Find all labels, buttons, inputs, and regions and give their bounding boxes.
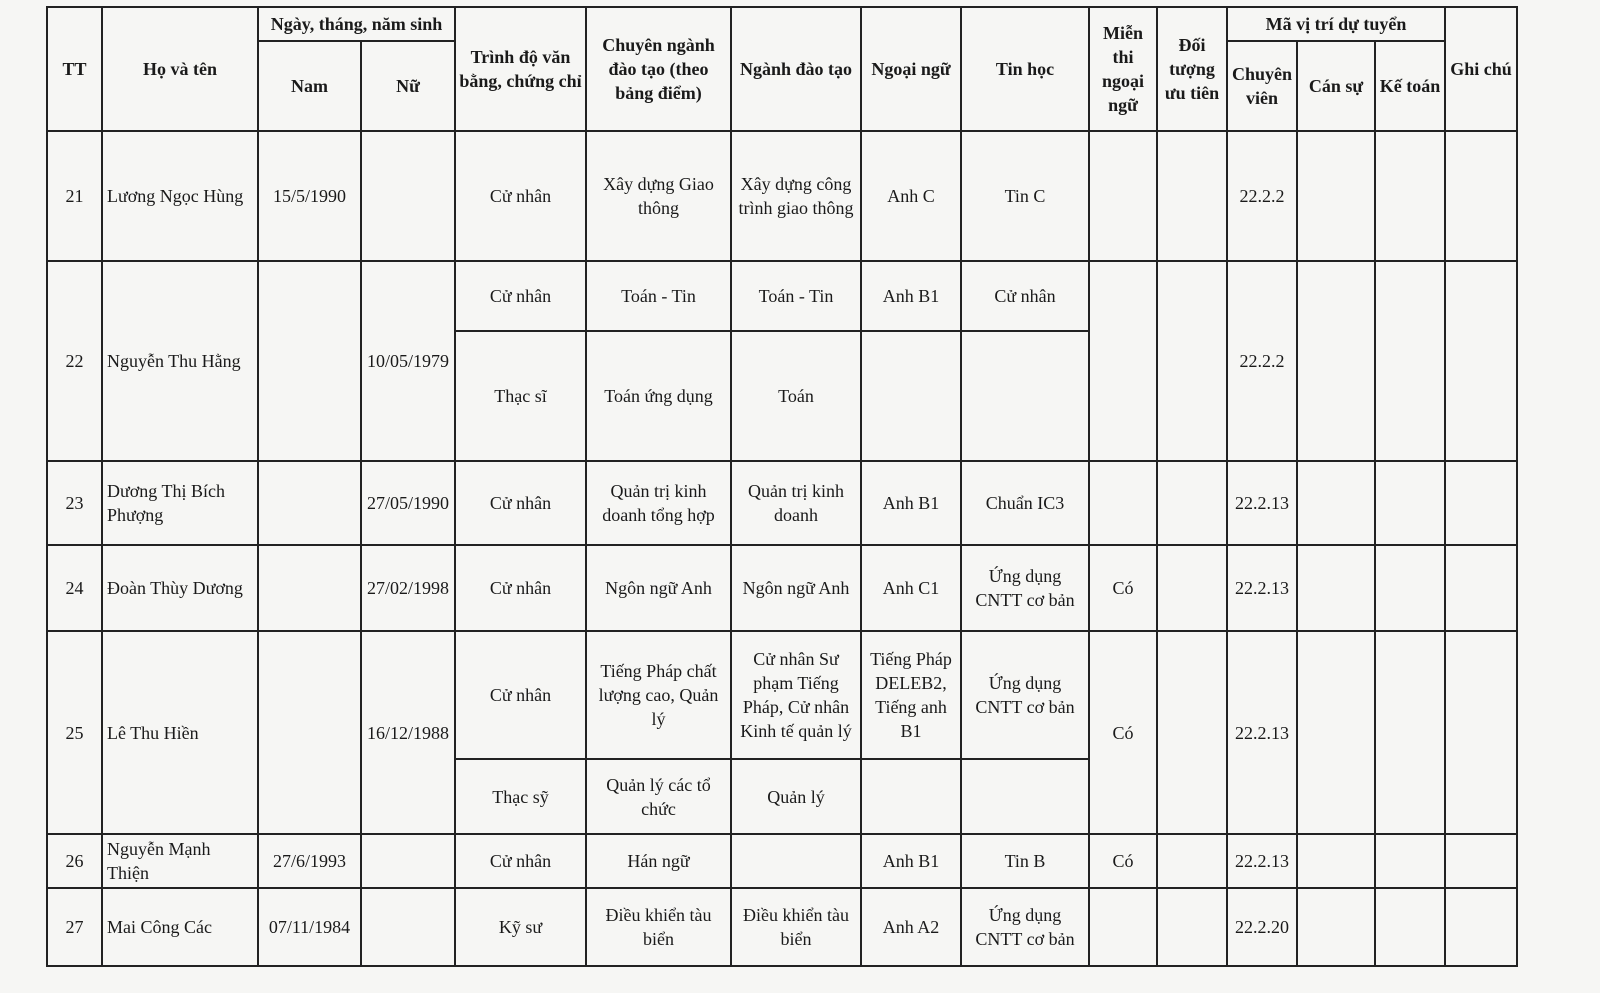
header-ngay-sinh: Ngày, tháng, năm sinh — [258, 7, 455, 41]
cell-tin-hoc: Cử nhân — [961, 261, 1089, 331]
header-ho-ten: Họ và tên — [102, 7, 258, 131]
cell-chuyen-vien: 22.2.13 — [1227, 631, 1297, 834]
cell-trinh-do: Thạc sỹ — [455, 759, 586, 834]
table-row — [47, 461, 1517, 545]
cell-can-su — [1297, 261, 1375, 461]
cell-dob-female — [361, 888, 455, 966]
header-tin-hoc: Tin học — [961, 7, 1089, 131]
cell-ke-toan — [1375, 461, 1445, 545]
cell-tin-hoc: Ứng dụng CNTT cơ bản — [961, 631, 1089, 759]
cell-dob-male: 27/6/1993 — [258, 834, 361, 888]
cell-nganh: Xây dựng công trình giao thông — [731, 131, 861, 261]
cell-ngoai-ngu: Anh B1 — [861, 461, 961, 545]
cell-chuyen-nganh: Toán ứng dụng — [586, 331, 731, 461]
cell-ghi-chu — [1445, 888, 1517, 966]
cell-nganh — [731, 834, 861, 888]
cell-tin-hoc: Chuẩn IC3 — [961, 461, 1089, 545]
table-row — [47, 631, 1517, 759]
cell-can-su — [1297, 461, 1375, 545]
cell-trinh-do: Cử nhân — [455, 131, 586, 261]
cell-dob-male — [258, 261, 361, 461]
cell-dob-male — [258, 545, 361, 631]
cell-ngoai-ngu: Anh C — [861, 131, 961, 261]
cell-dob-female — [361, 834, 455, 888]
cell-mien-thi — [1089, 261, 1157, 461]
cell-doi-tuong — [1157, 461, 1227, 545]
cell-chuyen-nganh: Điều khiển tàu biển — [586, 888, 731, 966]
cell-nganh: Toán - Tin — [731, 261, 861, 331]
header-chuyen-nganh: Chuyên ngành đào tạo (theo bảng điểm) — [586, 7, 731, 131]
header-ngoai-ngu: Ngoại ngữ — [861, 7, 961, 131]
cell-doi-tuong — [1157, 631, 1227, 834]
cell-name: Lê Thu Hiền — [102, 631, 258, 834]
cell-chuyen-nganh: Hán ngữ — [586, 834, 731, 888]
cell-dob-female: 27/05/1990 — [361, 461, 455, 545]
cell-can-su — [1297, 545, 1375, 631]
cell-dob-male — [258, 631, 361, 834]
cell-name: Nguyễn Mạnh Thiện — [102, 834, 258, 888]
cell-ngoai-ngu — [861, 759, 961, 834]
cell-doi-tuong — [1157, 834, 1227, 888]
cell-dob-male — [258, 461, 361, 545]
cell-name: Dương Thị Bích Phượng — [102, 461, 258, 545]
cell-dob-female: 16/12/1988 — [361, 631, 455, 834]
cell-dob-female: 27/02/1998 — [361, 545, 455, 631]
cell-name: Mai Công Các — [102, 888, 258, 966]
cell-chuyen-vien: 22.2.13 — [1227, 834, 1297, 888]
cell-ngoai-ngu: Tiếng Pháp DELEB2, Tiếng anh B1 — [861, 631, 961, 759]
cell-trinh-do: Cử nhân — [455, 834, 586, 888]
cell-nganh: Cử nhân Sư phạm Tiếng Pháp, Cử nhân Kinh tế quản lý — [731, 631, 861, 759]
cell-doi-tuong — [1157, 545, 1227, 631]
cell-chuyen-nganh: Tiếng Pháp chất lượng cao, Quản lý — [586, 631, 731, 759]
cell-chuyen-nganh: Quản lý các tổ chức — [586, 759, 731, 834]
cell-trinh-do: Cử nhân — [455, 631, 586, 759]
cell-ghi-chu — [1445, 461, 1517, 545]
cell-tin-hoc: Ứng dụng CNTT cơ bản — [961, 888, 1089, 966]
cell-ngoai-ngu: Anh A2 — [861, 888, 961, 966]
table-header — [47, 7, 1517, 131]
cell-ke-toan — [1375, 131, 1445, 261]
candidate-table — [46, 6, 1518, 967]
cell-ghi-chu — [1445, 834, 1517, 888]
cell-tin-hoc — [961, 759, 1089, 834]
cell-trinh-do: Cử nhân — [455, 461, 586, 545]
table-row — [47, 261, 1517, 331]
cell-can-su — [1297, 131, 1375, 261]
table-row — [47, 834, 1517, 888]
header-ke-toan: Kế toán — [1375, 41, 1445, 131]
cell-doi-tuong — [1157, 261, 1227, 461]
header-trinh-do: Trình độ văn bằng, chứng chỉ — [455, 7, 586, 131]
cell-name: Đoàn Thùy Dương — [102, 545, 258, 631]
cell-dob-female: 10/05/1979 — [361, 261, 455, 461]
cell-chuyen-vien: 22.2.13 — [1227, 545, 1297, 631]
cell-nganh: Ngôn ngữ Anh — [731, 545, 861, 631]
cell-ghi-chu — [1445, 631, 1517, 834]
cell-tin-hoc: Ứng dụng CNTT cơ bản — [961, 545, 1089, 631]
cell-chuyen-vien: 22.2.20 — [1227, 888, 1297, 966]
cell-chuyen-vien: 22.2.2 — [1227, 131, 1297, 261]
cell-doi-tuong — [1157, 131, 1227, 261]
cell-ke-toan — [1375, 631, 1445, 834]
cell-chuyen-vien: 22.2.13 — [1227, 461, 1297, 545]
cell-trinh-do: Thạc sĩ — [455, 331, 586, 461]
header-ma-vi-tri: Mã vị trí dự tuyển — [1227, 7, 1445, 41]
cell-tt: 24 — [47, 545, 102, 631]
cell-dob-male: 07/11/1984 — [258, 888, 361, 966]
cell-chuyen-nganh: Xây dựng Giao thông — [586, 131, 731, 261]
cell-dob-female — [361, 131, 455, 261]
cell-ghi-chu — [1445, 545, 1517, 631]
cell-ngoai-ngu: Anh B1 — [861, 261, 961, 331]
cell-can-su — [1297, 834, 1375, 888]
cell-tt: 26 — [47, 834, 102, 888]
cell-tt: 21 — [47, 131, 102, 261]
cell-ke-toan — [1375, 261, 1445, 461]
cell-trinh-do: Cử nhân — [455, 545, 586, 631]
header-mien-thi: Miễn thi ngoại ngữ — [1089, 7, 1157, 131]
cell-trinh-do: Kỹ sư — [455, 888, 586, 966]
cell-tin-hoc: Tin B — [961, 834, 1089, 888]
table-row — [47, 545, 1517, 631]
cell-nganh: Toán — [731, 331, 861, 461]
cell-ghi-chu — [1445, 131, 1517, 261]
cell-tt: 27 — [47, 888, 102, 966]
cell-nganh: Quản trị kinh doanh — [731, 461, 861, 545]
header-nganh: Ngành đào tạo — [731, 7, 861, 131]
header-chuyen-vien: Chuyên viên — [1227, 41, 1297, 131]
cell-can-su — [1297, 631, 1375, 834]
table-row — [47, 131, 1517, 261]
header-doi-tuong: Đối tượng ưu tiên — [1157, 7, 1227, 131]
cell-mien-thi: Có — [1089, 834, 1157, 888]
cell-tt: 25 — [47, 631, 102, 834]
cell-ke-toan — [1375, 834, 1445, 888]
cell-mien-thi: Có — [1089, 631, 1157, 834]
cell-tin-hoc — [961, 331, 1089, 461]
cell-ngoai-ngu — [861, 331, 961, 461]
cell-tin-hoc: Tin C — [961, 131, 1089, 261]
cell-doi-tuong — [1157, 888, 1227, 966]
cell-tt: 22 — [47, 261, 102, 461]
cell-ngoai-ngu: Anh C1 — [861, 545, 961, 631]
candidate-table-sheet — [46, 6, 1516, 967]
cell-ngoai-ngu: Anh B1 — [861, 834, 961, 888]
cell-name: Lương Ngọc Hùng — [102, 131, 258, 261]
cell-chuyen-nganh: Quản trị kinh doanh tổng hợp — [586, 461, 731, 545]
cell-mien-thi: Có — [1089, 545, 1157, 631]
header-nam: Nam — [258, 41, 361, 131]
cell-mien-thi — [1089, 888, 1157, 966]
cell-mien-thi — [1089, 131, 1157, 261]
cell-chuyen-nganh: Toán - Tin — [586, 261, 731, 331]
table-row — [47, 888, 1517, 966]
cell-tt: 23 — [47, 461, 102, 545]
cell-ghi-chu — [1445, 261, 1517, 461]
cell-nganh: Điều khiển tàu biển — [731, 888, 861, 966]
cell-name: Nguyễn Thu Hằng — [102, 261, 258, 461]
cell-chuyen-vien: 22.2.2 — [1227, 261, 1297, 461]
cell-ke-toan — [1375, 545, 1445, 631]
header-ghi-chu: Ghi chú — [1445, 7, 1517, 131]
cell-ke-toan — [1375, 888, 1445, 966]
table-body — [47, 131, 1517, 966]
cell-chuyen-nganh: Ngôn ngữ Anh — [586, 545, 731, 631]
cell-can-su — [1297, 888, 1375, 966]
cell-dob-male: 15/5/1990 — [258, 131, 361, 261]
header-nu: Nữ — [361, 41, 455, 131]
cell-trinh-do: Cử nhân — [455, 261, 586, 331]
header-tt: TT — [47, 7, 102, 131]
cell-mien-thi — [1089, 461, 1157, 545]
header-can-su: Cán sự — [1297, 41, 1375, 131]
cell-nganh: Quản lý — [731, 759, 861, 834]
